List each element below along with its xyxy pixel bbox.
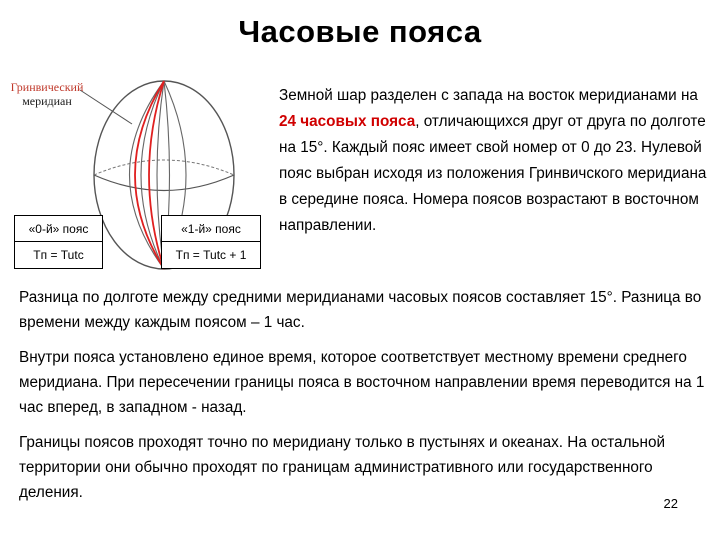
equator-front (94, 175, 234, 191)
paragraph-3: Границы поясов проходят точно по меридиану только в пустынях и океанах. На остальной территории они обычно проходят по границам административного или государственного деления. (19, 434, 665, 501)
page-number: 22 (663, 496, 678, 511)
greenwich-label-line2: меридиан (22, 94, 72, 108)
intro-text-before: Земной шар разделен с запада на восток меридианами на (279, 87, 698, 104)
greenwich-label (8, 80, 86, 108)
paragraph-1: Разница по долготе между средними меридианами часовых поясов составляет 15°. Разница во времени между каждым поясом – 1 час. (19, 289, 702, 331)
zone1-name-box: «1-й» пояс (161, 215, 261, 243)
greenwich-label-line1: Гринвический (10, 80, 84, 94)
zone1-formula-box: Tп = Tutc + 1 (161, 241, 261, 269)
zone0-formula-box: Tп = Tutc (14, 241, 103, 269)
intro-accent: 24 часовых пояса (279, 113, 416, 130)
intro-text-after: , отличающихся друг от друга по долготе на 15°. Каждый пояс имеет свой номер от 0 до 23. Нулевой пояс выбран исходя из положения Гринвичского меридиана в середине пояса. Номера поясов возрастают в восточном направлении. (279, 113, 707, 234)
equator-back (94, 160, 234, 175)
paragraph-2: Внутри пояса установлено единое время, которое соответствует местному времени среднего меридиана. При пересечении границы пояса в восточном направлении время переводится на 1 час вперед, в западном - назад. (19, 349, 705, 416)
label-pointer-line (80, 90, 132, 124)
zone0-name-box: «0-й» пояс (14, 215, 103, 243)
page-title: Часовые пояса (238, 14, 482, 49)
intro-paragraph (279, 83, 715, 239)
